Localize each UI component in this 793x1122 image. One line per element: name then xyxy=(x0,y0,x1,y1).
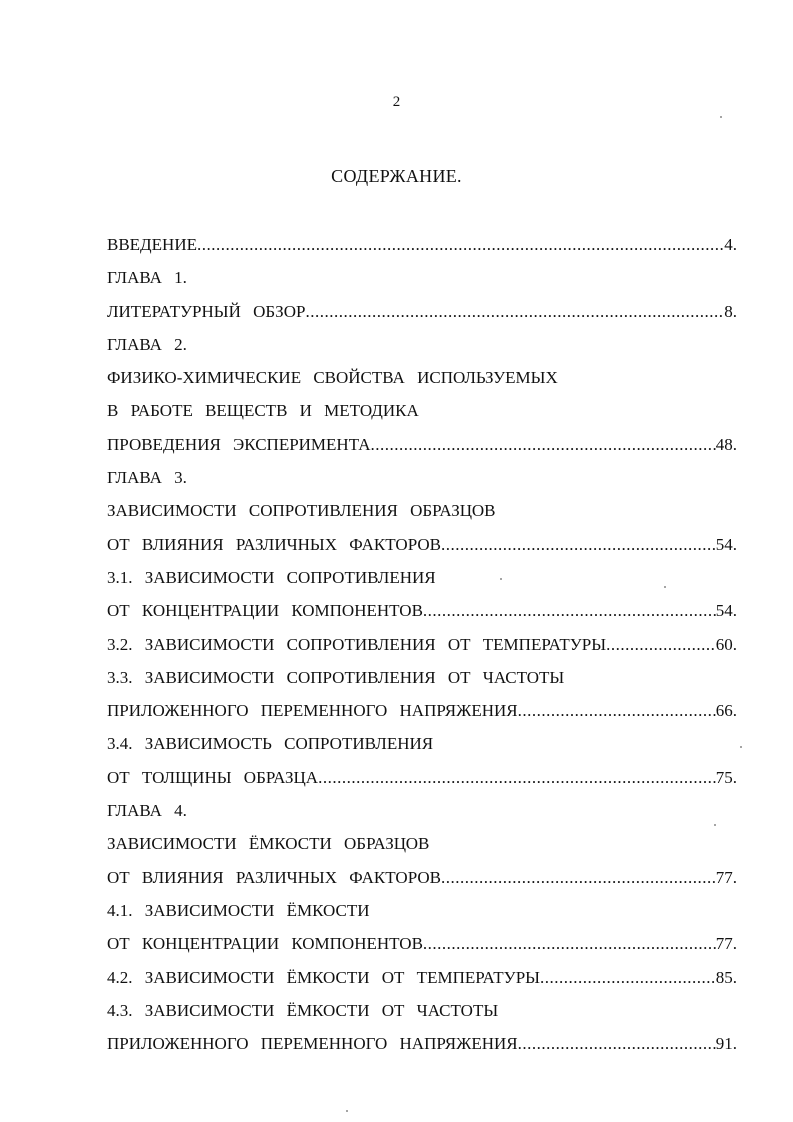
toc-entry xyxy=(107,861,737,894)
dot-leader xyxy=(518,694,716,727)
scan-speck xyxy=(500,578,502,580)
toc-entry-page: 75. xyxy=(715,767,737,787)
toc-entry-page: 4. xyxy=(724,235,737,254)
scan-speck xyxy=(346,1110,348,1112)
toc-entry-text: ФИЗИКО-ХИМИЧЕСКИЕ СВОЙСТВА ИСПОЛЬЗУЕМЫХ xyxy=(107,368,558,388)
scan-speck xyxy=(664,586,666,588)
toc-entry-text: 4.1. ЗАВИСИМОСТИ ЁМКОСТИ xyxy=(107,900,370,920)
toc-entry-text: 4.2. ЗАВИСИМОСТИ ЁМКОСТИ ОТ ТЕМПЕРАТУРЫ xyxy=(107,967,540,987)
toc-entry-text: 3.1. ЗАВИСИМОСТИ СОПРОТИВЛЕНИЯ xyxy=(107,567,436,587)
toc-entry-text: 3.2. ЗАВИСИМОСТИ СОПРОТИВЛЕНИЯ ОТ ТЕМПЕРАТУРЫ xyxy=(107,634,607,654)
toc-entry-text: 3.3. ЗАВИСИМОСТИ СОПРОТИВЛЕНИЯ ОТ ЧАСТОТЫ xyxy=(107,667,565,687)
toc-entry-text: ЗАВИСИМОСТИ ЁМКОСТИ ОБРАЗЦОВ xyxy=(107,834,430,854)
toc-title: СОДЕРЖАНИЕ. xyxy=(331,166,462,186)
toc-entry xyxy=(107,994,737,1027)
toc-entry-page: 66. xyxy=(715,701,737,721)
toc-entry xyxy=(107,961,737,994)
scan-speck xyxy=(720,116,722,118)
toc-entry-page: 48. xyxy=(715,434,737,454)
dot-leader xyxy=(197,228,724,261)
dot-leader xyxy=(423,927,716,960)
toc-entry xyxy=(107,694,737,727)
toc-entry xyxy=(107,361,737,394)
toc-entry xyxy=(107,794,737,827)
dot-leader xyxy=(606,628,716,661)
toc-entry xyxy=(107,461,737,494)
toc-entry-text: ОТ КОНЦЕНТРАЦИИ КОМПОНЕНТОВ xyxy=(107,601,423,621)
toc-entry xyxy=(107,261,737,294)
toc-entry-text: 4.3. ЗАВИСИМОСТИ ЁМКОСТИ ОТ ЧАСТОТЫ xyxy=(107,1000,499,1020)
toc-entry-text: ОТ ТОЛЩИНЫ ОБРАЗЦА xyxy=(107,767,319,787)
toc-entry-text: ПРИЛОЖЕННОГО ПЕРЕМЕННОГО НАПРЯЖЕНИЯ xyxy=(107,701,518,721)
toc-entry-page: 77. xyxy=(715,867,737,887)
toc-entry xyxy=(107,927,737,960)
toc-entry-text: ГЛАВА 2. xyxy=(107,334,187,354)
toc-entry-page: 54. xyxy=(715,534,737,554)
scan-speck xyxy=(714,824,716,826)
dot-leader xyxy=(518,1027,716,1060)
toc-entry xyxy=(107,827,737,860)
dot-leader xyxy=(305,295,724,328)
toc-entry-page: 77. xyxy=(715,934,737,954)
dot-leader xyxy=(423,594,716,627)
dot-leader xyxy=(441,861,716,894)
toc-entry xyxy=(107,727,737,760)
dot-leader xyxy=(371,428,716,461)
toc-entry-text: ГЛАВА 4. xyxy=(107,801,187,821)
toc-entry xyxy=(107,328,737,361)
toc-entry-page: 54. xyxy=(715,601,737,621)
toc-entry-text: ОТ КОНЦЕНТРАЦИИ КОМПОНЕНТОВ xyxy=(107,934,423,954)
dot-leader xyxy=(540,961,716,994)
toc-entry-page: 91. xyxy=(715,1034,737,1054)
toc-entry-page: 8. xyxy=(724,301,737,321)
dot-leader xyxy=(318,761,716,794)
toc-entry xyxy=(107,295,737,328)
toc-entry xyxy=(107,761,737,794)
toc-entry-page: 60. xyxy=(715,634,737,654)
toc-entry-text: ГЛАВА 1. xyxy=(107,268,187,288)
toc-entry xyxy=(107,394,737,427)
toc-entry-text: ПРИЛОЖЕННОГО ПЕРЕМЕННОГО НАПРЯЖЕНИЯ xyxy=(107,1034,518,1054)
toc-entry-text: ОТ ВЛИЯНИЯ РАЗЛИЧНЫХ ФАКТОРОВ xyxy=(107,867,441,887)
toc-entry-text: 3.4. ЗАВИСИМОСТЬ СОПРОТИВЛЕНИЯ xyxy=(107,734,434,754)
toc-entry xyxy=(107,894,737,927)
toc-entry-text: ЛИТЕРАТУРНЫЙ ОБЗОР xyxy=(107,301,306,321)
toc-entry-text: ПРОВЕДЕНИЯ ЭКСПЕРИМЕНТА xyxy=(107,434,371,454)
table-of-contents xyxy=(107,228,737,1060)
toc-entry xyxy=(107,661,737,694)
toc-entry-text: ЗАВИСИМОСТИ СОПРОТИВЛЕНИЯ ОБРАЗЦОВ xyxy=(107,501,496,521)
toc-entry xyxy=(107,494,737,527)
toc-entry xyxy=(107,528,737,561)
toc-entry-text: ГЛАВА 3. xyxy=(107,468,187,488)
page-number: 2 xyxy=(392,94,401,110)
toc-entry-text: ВВЕДЕНИЕ xyxy=(107,235,197,254)
toc-entry xyxy=(107,628,737,661)
scan-speck xyxy=(740,746,742,748)
dot-leader xyxy=(441,528,716,561)
toc-entry-text: В РАБОТЕ ВЕЩЕСТВ И МЕТОДИКА xyxy=(107,401,419,421)
toc-entry xyxy=(107,594,737,627)
toc-entry xyxy=(107,428,737,461)
toc-entry xyxy=(107,1027,737,1060)
toc-entry xyxy=(107,228,737,261)
toc-entry-page: 85. xyxy=(715,967,737,987)
toc-entry xyxy=(107,561,737,594)
toc-entry-text: ОТ ВЛИЯНИЯ РАЗЛИЧНЫХ ФАКТОРОВ xyxy=(107,534,441,554)
